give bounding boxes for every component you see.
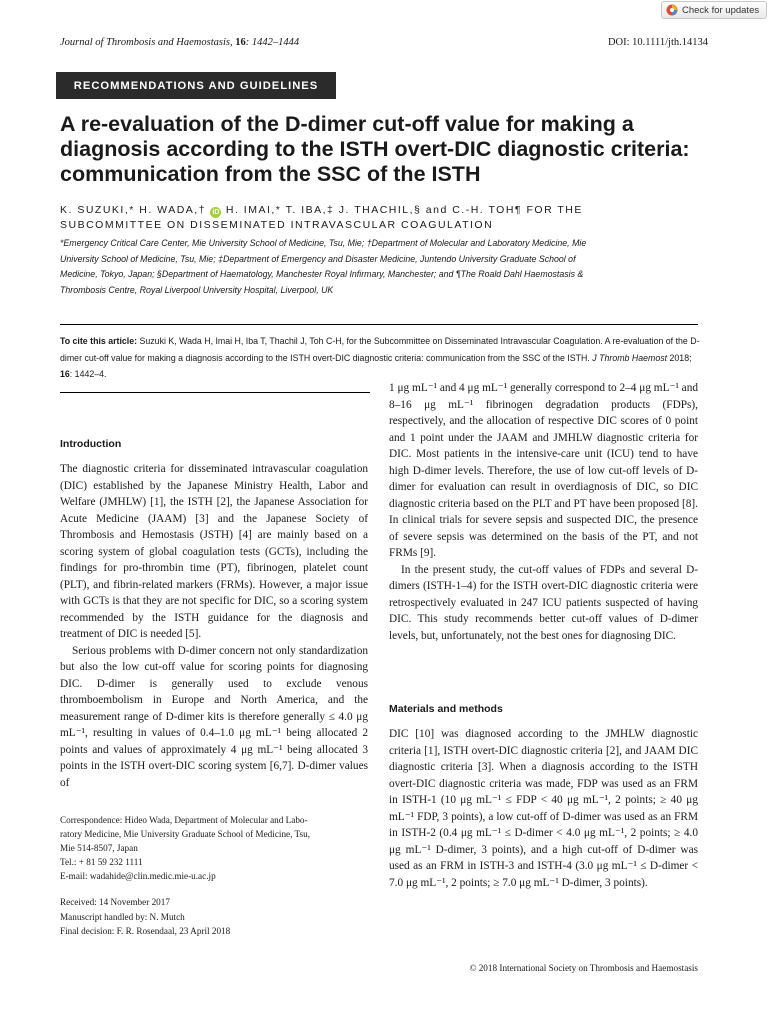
divider-top [60, 324, 698, 325]
section-banner: RECOMMENDATIONS AND GUIDELINES [56, 72, 336, 99]
check-for-updates-label: Check for updates [682, 4, 760, 16]
affiliations: *Emergency Critical Care Center, Mie University School of Medicine, Tsu, Mie; †Department of Molecular and Laboratory Medicine, Mie University School of Medicine, Tsu, Mie; ‡Department of Emergency and Disaster Medicine, Juntendo University Graduate School of Medicine, Tokyo, Japan; §Department of Haematology, Manchester Royal Infirmary, Manchester; and ¶The Roald Dahl Haemostasis & Thrombosis Centre, Royal Liverpool University Hospital, Liverpool, UK [60, 238, 587, 295]
title-line: diagnosis according to the ISTH overt-DIC diagnostic criteria: [60, 137, 690, 161]
title-line: A re-evaluation of the D-dimer cut-off value for making a [60, 112, 634, 136]
paragraph: 1 μg mL⁻¹ and 4 μg mL⁻¹ generally correspond to 2–4 μg mL⁻¹ and 8–16 μg mL⁻¹ fibrinogen degradation products (FDPs), respectively, and the allocation of respective DIC scores of 0 point and 1 point under the JAAM and JMHLW diagnostic criteria for DIC. Most patients in the intensive-care unit (ICU) tend to have high D-dimer levels. Therefore, the use of low cut-off levels of D-dimer for evaluation can result in overdiagnosis of DIC, so DIC diagnostic criteria based on the PLT and PT have been proposed [8]. In clinical trials for severe sepsis and suspected DIC, the presence of severe sepsis was determined on the basis of the PT, and not FRMs [9]. [389, 382, 698, 559]
section-heading-introduction: Introduction [60, 438, 122, 450]
methods-body [389, 726, 698, 891]
crossmark-icon [666, 4, 678, 16]
section-heading-methods: Materials and methods [389, 703, 503, 715]
paragraph: Serious problems with D-dimer concern not only standardization but also the low cut-off value for scoring points for diagnosing DIC. D-dimer is generally used to exclude venous thromboembolism in Europe and North America, and the measurement range of D-dimer kits is therefore generally ≤ 4.0 μg mL⁻¹, resulting in values of 0.4–1.0 μg mL⁻¹ being allocated 2 points and values of approximately 4 μg mL⁻¹ being allocated 3 points in the ISTH overt-DIC scoring system [6,7]. D-dimer values of [60, 644, 368, 789]
email-link[interactable]: E-mail: wadahide@clin.medic.mie-u.ac.jp [60, 871, 216, 881]
correspondence: Correspondence: Hideo Wada, Department of Molecular and Labo- ratory Medicine, Mie University Graduate School of Medicine, Tsu, Mie 514-8507, Japan Tel.: + 81 59 232 1111 E-mail: wadahide@clin.medic.mie-u.ac.jp [60, 813, 370, 883]
copyright: © 2018 International Society on Thrombosis and Haemostasis [469, 963, 698, 973]
check-for-updates-button[interactable] [661, 1, 767, 19]
author-list: K. SUZUKI,* H. WADA,† iD H. IMAI,* T. IBA,‡ J. THACHIL,§ and C.-H. TOH¶ FOR THE SUBCOMMITTEE ON DISSEMINATED INTRAVASCULAR COAGULATION [60, 204, 583, 231]
title-line: communication from the SSC of the ISTH [60, 162, 481, 186]
divider-left [60, 392, 370, 393]
running-header-journal: Journal of Thrombosis and Haemostasis, 16: 1442–1444 [60, 37, 300, 48]
article-title [60, 112, 720, 187]
orcid-icon[interactable]: iD [212, 209, 220, 216]
paragraph: In the present study, the cut-off values of FDPs and several D-dimers (ISTH-1–4) for the ISTH overt-DIC diagnostic criteria were retrospectively evaluated in 247 ICU patients suspected of having DIC. This study recommends better cut-off values of D-dimer levels, but, unfortunately, not the best ones for diagnosing DIC. [389, 563, 698, 642]
paragraph: DIC [10] was diagnosed according to the JMHLW diagnostic criteria [1], ISTH overt-DIC diagnostic criteria [2], and JAAM DIC diagnostic criteria [3]. When a diagnosis according to the ISTH overt-DIC diagnostic criteria was made, FDP was used as an FRM in ISTH-1 (10 μg mL⁻¹ ≤ FDP < 40 μg mL⁻¹, 2 points; ≥ 40 μg mL⁻¹ FDP, 3 points), a low cut-off of D-dimer was used as an FRM in ISTH-2 (0.4 μg mL⁻¹ ≤ D-dimer < 4.0 μg mL⁻¹, 2 points; ≥ 4.0 μg mL⁻¹ D-dimer, 3 points), and a high cut-off of D-dimer was used as an FRM in ISTH-3 and ISTH-4 (3.0 μg mL⁻¹ ≤ D-dimer < 7.0 μg mL⁻¹, 2 points; ≥ 7.0 μg mL⁻¹ D-dimer, 3 points). [389, 728, 698, 889]
article-dates: Received: 14 November 2017 Manuscript handled by: N. Mutch Final decision: F. R. Rosendaal, 23 April 2018 [60, 897, 231, 936]
citation-box: To cite this article: Suzuki K, Wada H, Imai H, Iba T, Thachil J, Toh C-H, for the Subcommittee on Disseminated Intravascular Coagulation. A re-evaluation of the D-dimer cut-off value for making a diagnosis according to the ISTH overt-DIC diagnostic criteria: communication from the SSC of the ISTH. J Thromb Haemost 2018; 16: 1442–4. [60, 336, 700, 379]
column-right [389, 380, 698, 644]
column-left [60, 461, 368, 791]
doi[interactable]: DOI: 10.1111/jth.14134 [607, 37, 708, 48]
paragraph: The diagnostic criteria for disseminated intravascular coagulation (DIC) established by the Japanese Ministry Health, Labor and Welfare (JMHLW) [1], the ISTH [2], the Japanese Association for Acute Medicine (JAAM) [3] and the Japanese Society of Thrombosis and Hemostasis (JSTH) [4] are mainly based on a scoring system of global coagulation tests (GCTs), including the findings for pro-thrombin time (PT), fibrinogen, platelet count (PLT), and fibrin-related markers (FRMs). However, a major issue with GCTs is that they are not specific for DIC, so a scoring system recommended by the ISTH guidance for the diagnosis and treatment of DIC is needed [5]. [60, 463, 368, 640]
